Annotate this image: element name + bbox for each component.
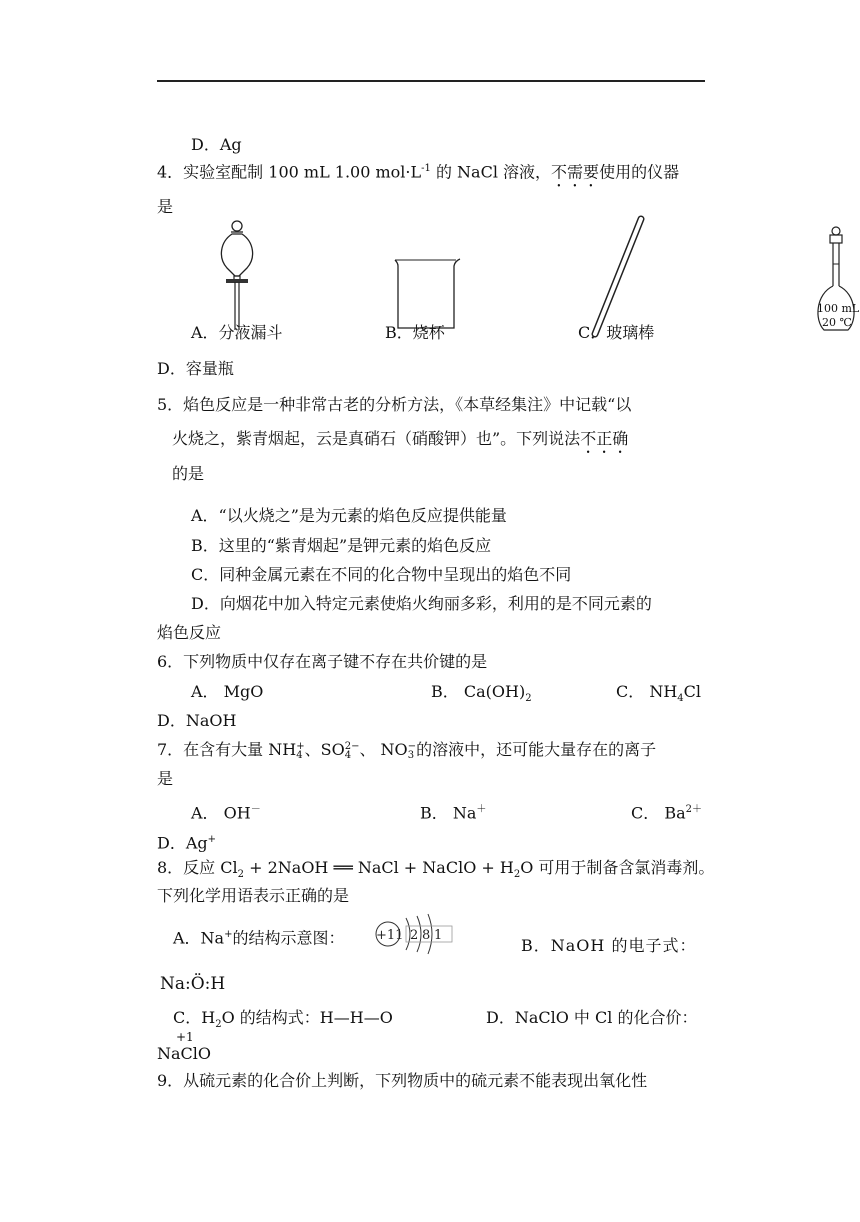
q6-option-c: C． $NH_4Cl$ — [616, 682, 702, 705]
q5-option-a: A．“以火烧之”是为元素的焰色反应提供能量 — [191, 506, 507, 525]
q8-option-a: A．Na+的结构示意图： — [173, 928, 345, 948]
shell-2-count: 8 — [422, 928, 431, 943]
q8-option-b: B．NaOH 的电子式： — [521, 936, 697, 955]
q5-option-d-line2: 焰色反应 — [157, 623, 222, 642]
separatory-funnel-image — [215, 218, 261, 336]
q6-stem: 6．下列物质中仅存在离子键不存在共价键的是 — [157, 652, 488, 671]
q4-emphasis: 不需要 — [551, 162, 600, 182]
q7-option-a: A． OH－ — [191, 803, 261, 823]
q4-stem-cont: 是 — [157, 197, 174, 216]
q8-stem-line2: 下列化学用语表示正确的是 — [157, 886, 350, 905]
q3-option-d: D．Ag — [191, 135, 242, 154]
q5-option-c: C．同种金属元素在不同的化合物中呈现出的焰色不同 — [191, 565, 572, 584]
beaker-image — [392, 256, 462, 332]
q7-stem-cont: 是 — [157, 769, 174, 788]
sodium-structure-diagram — [372, 912, 458, 958]
q6-option-d: D．NaOH — [157, 711, 237, 730]
flask-temp-label: 20 ℃ — [822, 316, 852, 329]
q8-stem-line1: 8．反应 $Cl_2$ + 2NaOH ══ NaCl + NaClO + $H_2O$ 可用于制备含氯消毒剂。 — [157, 858, 715, 881]
q5-stem-line2: 火烧之，紫青烟起，云是真硝石（硝酸钾）也”。下列说法不正确 — [172, 429, 629, 448]
q4-stem: 4．实验室配制 100 mL 1.00 $mol\cdot L^{-1}$ 的 NaCl 溶液，不需要使用的仪器 — [157, 162, 680, 182]
q5-stem-line3: 的是 — [172, 464, 205, 483]
flask-volume-label: 100 mL — [817, 302, 860, 315]
q7-stem: 7．在含有大量 NH+ 4 、SO2− 4 、 NO− 3 的溶液中，还可能大量存在的离子 — [157, 740, 657, 761]
naoh-electron-formula: Na:Ö:H — [160, 974, 226, 994]
header-rule — [157, 80, 705, 82]
q4-option-c: C．玻璃棒 — [578, 323, 655, 342]
q5-option-b: B．这里的“紫青烟起”是钾元素的焰色反应 — [191, 536, 492, 555]
q7-option-b: B． Na＋ — [420, 803, 487, 823]
shell-3-count: 1 — [434, 928, 443, 943]
q4-option-b: B．烧杯 — [385, 323, 445, 342]
shell-1-count: 2 — [410, 928, 419, 943]
q8-option-d: D．NaClO 中 Cl 的化合价： — [486, 1008, 698, 1027]
volumetric-flask-image — [814, 224, 860, 342]
q5-stem-line1: 5．焰色反应是一种非常古老的分析方法，《本草经集注》中记载“以 — [157, 395, 632, 414]
q9-stem: 9．从硫元素的化合价上判断，下列物质中的硫元素不能表现出氧化性 — [157, 1071, 648, 1090]
q6-option-b: B． $Ca(OH)_2$ — [431, 682, 532, 705]
q8-option-c: C．$H_2O$ 的结构式：H—H—O — [173, 1008, 393, 1031]
q5-emphasis: 不正确 — [580, 429, 629, 448]
nucleus-label: +11 — [376, 928, 404, 943]
q7-option-c: C． $Ba^{2+}$ — [631, 803, 703, 823]
q4-option-d: D．容量瓶 — [157, 359, 234, 378]
q5-option-d-line1: D．向烟花中加入特定元素使焰火绚丽多彩，利用的是不同元素的 — [191, 594, 652, 613]
q7-option-d: D．Ag+ — [157, 833, 217, 853]
naclo-formula: NaClO — [157, 1044, 212, 1063]
q6-option-a: A． MgO — [191, 682, 264, 701]
q4-option-a: A．分液漏斗 — [191, 323, 283, 342]
cl-valence-mark: +1 — [176, 1030, 194, 1044]
